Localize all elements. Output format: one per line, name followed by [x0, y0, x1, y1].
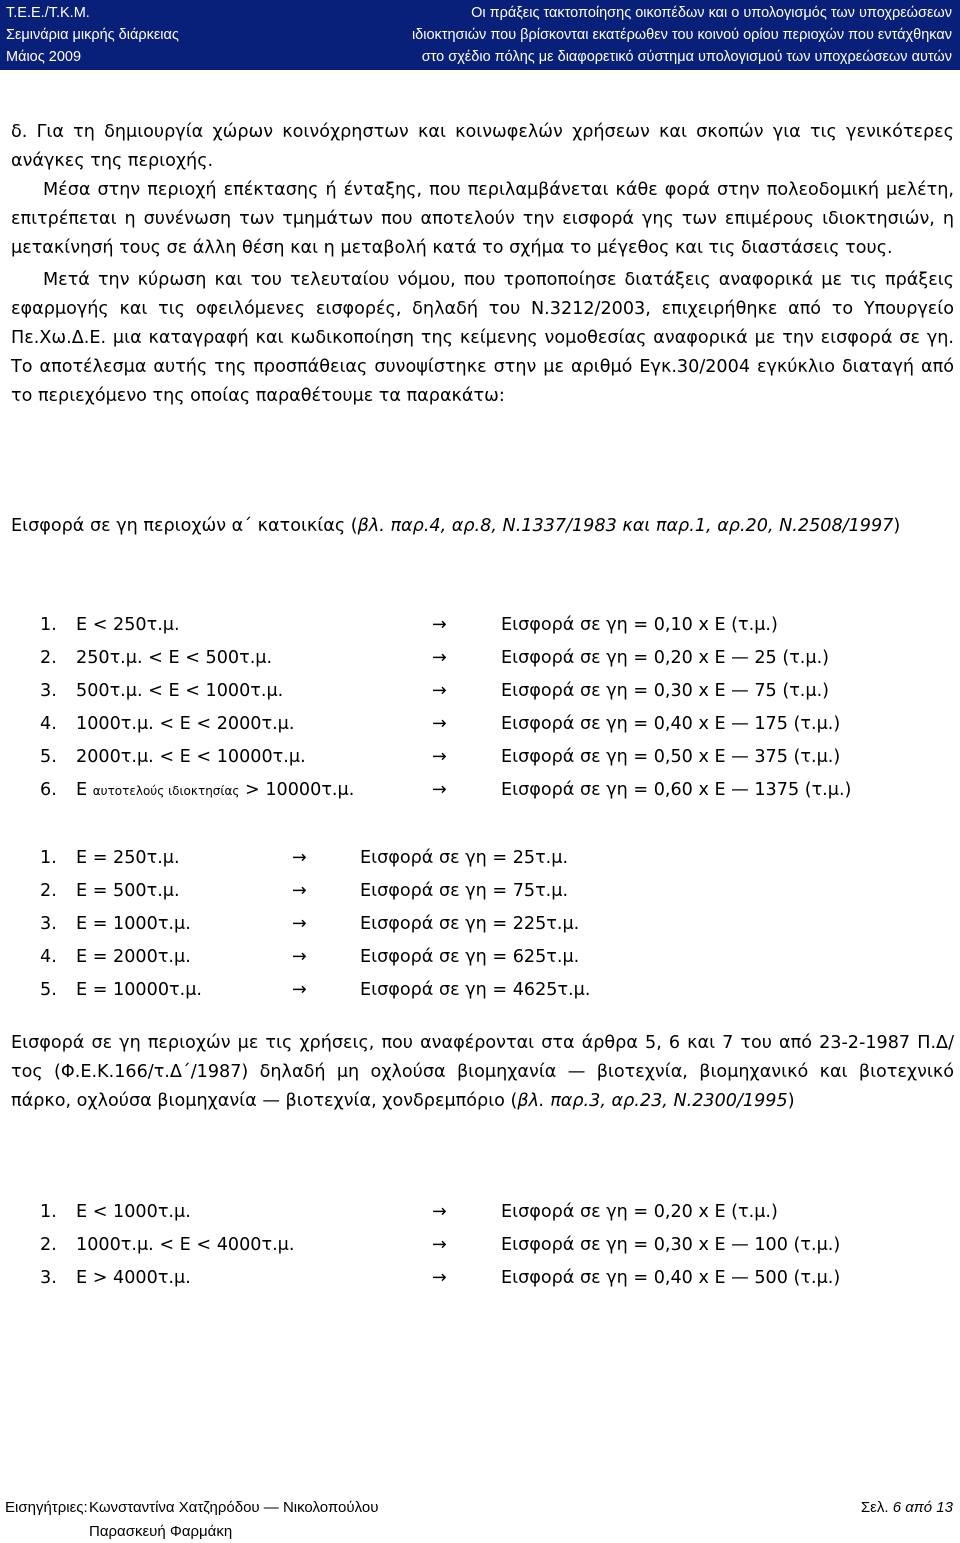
section3-heading-text: Εισφορά σε γη περιοχών με τις χρήσεις, που αναφέρονται στα άρθρα 5, 6 και 7 του από 23-2-1987 Π.Δ/τος (Φ.Ε.Κ.166/τ.Δ΄/1987) δηλαδή μη οχλούσα βιομηχανία — βιοτεχνία, βιομηχανικό και βιοτεχνικό πάρκο, οχλούσα βιομηχανία — βιοτεχνία, χονδρεμπόριο ( — [11, 1033, 954, 1111]
paragraph-mesa: Μέσα στην περιοχή επέκτασης ή ένταξης, που περιλαμβάνεται κάθε φορά στην πολεοδομική μελέτη, επιτρέπεται η συνένωση των τμημάτων που αποτελούν την εισφορά γης των επιμέρους ιδιοκτησιών, η μετακίνησή τους σε άλλη θέση και η μεταβολή κατά το σχήμα το μέγεθος και τις διαστάσεις τους. — [11, 180, 954, 258]
arrow-icon: → — [432, 1235, 447, 1255]
header-line-2 — [0, 24, 960, 46]
arrow-icon: → — [432, 615, 447, 635]
section1-heading — [11, 512, 954, 541]
header-title-2: ιδιοκτησιών που βρίσκονται εκατέρωθεν του κοινού ορίου περιοχών που εντάχθηκαν — [411, 27, 952, 43]
header-line-3 — [0, 46, 960, 68]
section3-legal-reference: βλ. παρ.3, αρ.23, Ν.2300/1995 — [517, 1091, 788, 1111]
header-title-3: στο σχέδιο πόλης με διαφορετικό σύστημα υπολογισμού των υποχρεώσεων αυτών — [421, 49, 952, 65]
header-org: Τ.Ε.Ε./Τ.Κ.Μ. — [6, 5, 90, 21]
arrow-icon: → — [292, 947, 307, 967]
arrow-icon: → — [432, 1268, 447, 1288]
header-title-1: Οι πράξεις τακτοποίησης οικοπέδων και ο υπολογισμός των υποχρεώσεων — [471, 5, 952, 21]
arrow-icon: → — [432, 1202, 447, 1222]
arrow-icon: → — [292, 914, 307, 934]
section3-heading — [11, 1029, 954, 1116]
footer-label: Εισηγήτριες: — [5, 1499, 88, 1516]
section3-heading-close: ) — [787, 1091, 795, 1111]
arrow-icon: → — [432, 747, 447, 767]
arrow-icon: → — [432, 714, 447, 734]
section1-heading-text: Εισφορά σε γη περιοχών α΄ κατοικίας ( — [11, 516, 358, 536]
header-date: Μάιος 2009 — [6, 49, 82, 65]
page-number: Σελ. 6 από 13 — [860, 1499, 953, 1516]
footer-author-1: Κωνσταντίνα Χατζηρόδου — Νικολοπούλου — [89, 1499, 379, 1516]
header-line-1 — [0, 2, 960, 24]
subscript-label: αυτοτελούς ιδιοκτησίας — [92, 784, 240, 798]
page-header — [0, 0, 960, 70]
arrow-icon: → — [292, 848, 307, 868]
paragraph-meta: Μετά την κύρωση και του τελευταίου νόμου, που τροποποίησε διατάξεις αναφορικά με τις πράξεις εφαρμογής και τις οφειλόμενες εισφορές, δηλαδή του Ν.3212/2003, επιχειρήθηκε από το Υπουργείο Πε.Χω.Δ.Ε. μια καταγραφή και κωδικοποίηση της κείμενης νομοθεσίας αναφορικά με την εισφορά σε γη. Το αποτέλεσμα αυτής της προσπάθειας συνοψίστηκε στην με αριθμό Εγκ.30/2004 εγκύκλιο διαταγή από το περιεχόμενο της οποίας παραθέτουμε τα παρακάτω: — [11, 270, 954, 406]
document-body — [11, 118, 954, 411]
footer-author-2: Παρασκευή Φαρμάκη — [89, 1523, 233, 1540]
arrow-icon: → — [292, 980, 307, 1000]
paragraph-delta: δ. Για τη δημιουργία χώρων κοινόχρηστων και κοινωφελών χρήσεων και σκοπών για τις γενικότερες ανάγκες της περιοχής. — [11, 122, 954, 171]
arrow-icon: → — [292, 881, 307, 901]
header-seminar: Σεμινάρια μικρής διάρκειας — [6, 27, 179, 43]
arrow-icon: → — [432, 681, 447, 701]
arrow-icon: → — [432, 648, 447, 668]
arrow-icon: → — [432, 780, 447, 800]
section1-heading-close: ) — [893, 516, 901, 536]
section1-legal-reference: βλ. παρ.4, αρ.8, Ν.1337/1983 και παρ.1, αρ.20, Ν.2508/1997 — [357, 516, 894, 536]
